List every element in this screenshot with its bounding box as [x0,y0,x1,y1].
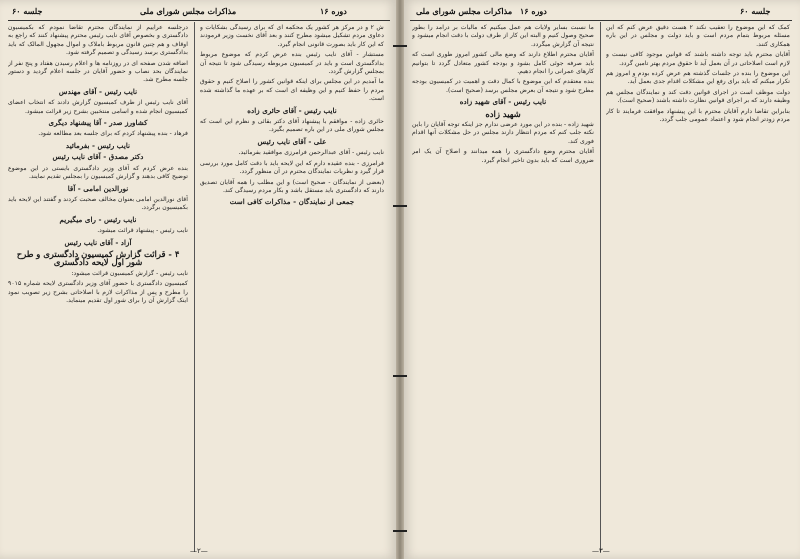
speaker-heading: نورالدین امامی - آقا [67,183,129,193]
speaker-heading: نایب رئیس - بفرمائید [65,140,131,150]
paragraph: آقایان محترم باید توجه داشته باشند که قوانین موجود کافی نیست و لازم است اصلاحاتی در آن بعمل آید تا حقوق مردم بهتر تامین گردد. [606,51,790,67]
paragraph: آقای نایب رئیس از طرف کمیسیون گزارش دادند که انتخاب اعضای کمیسیون انجام شده و اسامی منتخبین بشرح زیر قرائت میشود. [8,99,188,115]
left-header-title: مذاکرات مجلس شورای ملی [140,6,237,16]
right-header-session: جلسه ۶۰ [740,6,771,16]
right-header-rule [410,20,792,21]
right-header-period: دوره ۱۶ [520,6,547,16]
right-column-divider [600,22,601,552]
speaker-heading: نایب رئیس - رای میگیریم [59,214,137,224]
binding-stitch [393,45,407,47]
left-header-session: جلسه ۶۰ [12,6,43,16]
paragraph: آقای نورالدین امامی بعنوان مخالف صحبت کردند و گفتند این لایحه باید بکمیسیون برگردد. [8,195,188,212]
speaker-heading: آزاد - آقای نایب رئیس [64,237,132,247]
paragraph: مستشار - آقای نایب رئیس بنده عرض کردم که موضوع مربوط بدادگستری است و باید در کمیسیون مربوطه رسیدگی شود تا نتیجه آن بمجلس گزارش گردد. [200,51,384,76]
paragraph: اضافه شدن صفحه ای در روزنامه ها و اعلام رسیدن هفتاد و پنج نفر از نمایندگان بحد نصاب و حضور آقایان در جلسه اعلام گردید و دستور جلسه مطرح شد. [8,59,188,84]
binding-stitch [393,375,407,377]
speaker-heading: جمعی از نمایندگان - مذاکرات کافی است [229,197,355,207]
binding-stitch [393,205,407,207]
left-header-period: دوره ۱۶ [320,6,347,16]
binding-stitch [393,530,407,532]
paragraph: درجلسه عراییم از نمایندگان محترم تقاضا نمودم که بکمیسیون دادگستری و بخصوص آقای نایب رئیس محترم پیشنهاد کنند که راجع به اوقاف و هم چنین قانون مربوط باملاک و اموال مجهول المالک که باید بدادگستری برسد رسیدگی و تصمیم گرفته شود. [8,24,188,57]
left-page-number: —۲— [190,547,208,555]
right-column-outer [606,24,790,544]
speaker-heading: دکتر مصدق - آقای نایب رئیس [52,152,144,162]
right-header-title: مذاکرات مجلس شورای ملی [416,6,513,16]
paragraph: کمک که این موضوع را تعقیب نکند ۲ هست دقیق عرض کنم که این مسئله مربوط بتمام مردم است و باید دولت و مجلس در این باره همکاری کنند. [606,24,790,48]
speaker-heading: علی - آقای نایب رئیس [257,136,327,146]
speaker-heading: ۴ - قرائت گزارش کمیسیون دادگستری و طرح شور اول لایحه دادگستری [16,248,180,268]
paragraph: این موضوع را بنده در جلسات گذشته هم عرض کرده بودم و امروز هم تکرار میکنم که باید برای رفع این مشکلات اقدام جدی بعمل آید. [606,70,790,86]
paragraph: فرهاد - بنده پیشنهاد کردم که برای جلسه بعد مطالعه شود. [38,130,188,138]
book-gutter [396,0,404,559]
speaker-heading: نایب رئیس - آقای شهید زاده [459,97,547,107]
left-header-rule [8,20,390,21]
paragraph: نایب رئیس - آقای عبدالرحمن فرامرزی موافقید بفرمائید. [238,149,384,157]
speaker-heading: نایب رئیس - آقای حائری زاده [247,105,337,115]
paragraph: نایب رئیس - پیشنهاد قرائت میشود. [97,227,188,235]
right-column-inner [412,24,594,544]
left-column-divider [194,22,195,552]
paragraph: شهید زاده - بنده در این مورد عرضی ندارم جز اینکه توجه آقایان را باین نکته جلب کنم که مردم انتظار دارند مجلس در حل مشکلات آنها اقدام فوری کند. [412,121,594,145]
right-page-number: —۳— [592,547,610,555]
paragraph: ش ۲ و در مرکز هر کشور یک محکمه ای که برای رسیدگی بشکایات و دعاوی مردم تشکیل میشود مطرح کنند و بعد آقای نخست وزیر فرمودند که این کار باید بصورت قانونی انجام گیرد. [200,24,384,48]
paragraph: فرامرزی - بنده عقیده دارم که این لایحه باید با دقت کامل مورد بررسی قرار گیرد و نظریات نمایندگان محترم در آن منظور گردد. [200,159,384,176]
paragraph: بنده معتقدم که این موضوع با کمال دقت و اهمیت در کمیسیون بودجه مطرح شود و نتیجه آن بعرض مجلس برسد (صحیح است). [412,78,594,94]
paragraph: ما آمدیم در این مجلس برای اینکه قوانین کشور را اصلاح کنیم و حقوق مردم را حفظ کنیم و این وظیفه ای است که بر عهده ما گذاشته شده است. [200,78,384,103]
paragraph: دولت موظف است در اجرای قوانین دقت کند و نمایندگان مجلس هم وظیفه دارند که بر اجرای قوانین نظارت داشته باشند (صحیح است). [606,88,790,105]
speaker-heading: کشاورز صدر - آقا پیشنهاد دیگری [48,118,148,128]
paragraph: آقایان محترم اطلاع دارند که وضع مالی کشور امروز طوری است که باید صرفه جوئی کامل بشود و بودجه کشور متعادل گردد تا بتوانیم کارهای عمرانی را انجام دهیم. [412,51,594,76]
paragraph: کمیسیون دادگستری با حضور آقای وزیر دادگستری لایحه شماره ۹۰۱۵ را مطرح و پس از مذاکرات لازم با اصلاحاتی بشرح زیر تصویب نمود اینک گزارش آن را برای شور اول تقدیم مینماید. [8,280,188,304]
right-page [402,0,800,559]
speaker-heading: شهید زاده [485,108,521,119]
left-column-inner [200,24,384,544]
paragraph: بنده عرض کردم که آقای وزیر دادگستری بایستی در این موضوع توضیح کافی بدهند و گزارش کمیسیون را بمجلس تقدیم نمایند. [8,164,188,181]
left-page [0,0,398,559]
paragraph: آقایان محترم وضع دادگستری را همه میدانند و اصلاح آن یک امر ضروری است که باید بدون تاخیر انجام گیرد. [412,148,594,164]
paragraph: نایب رئیس - گزارش کمیسیون قرائت میشود: [71,269,188,277]
paragraph: حائری زاده - موافقم با پیشنهاد آقای دکتر بقائی و نظرم این است که مجلس شورای ملی در این باره تصمیم بگیرد. [200,118,384,134]
paragraph: بنابراین تقاضا دارم آقایان محترم با این پیشنهاد موافقت فرمایند تا کار مردم زودتر انجام شود و اعتماد عمومی جلب گردد. [606,107,790,124]
paragraph: (بعضی از نمایندگان - صحیح است) و این مطلب را همه آقایان تصدیق دارند که دادگستری باید مستقل باشد و بکار مردم رسیدگی کند. [200,178,384,194]
speaker-heading: نایب رئیس - آقای مهندس [58,86,138,96]
left-column-outer [8,24,188,544]
paragraph: ما نسبت بسایر ولایات هم عمل میکنیم که مالیات بر درآمد را بطور صحیح وصول کنیم و البته این کار از طرف دولت با دقت انجام میشود و نتیجه آن گزارش میگردد. [412,24,594,48]
